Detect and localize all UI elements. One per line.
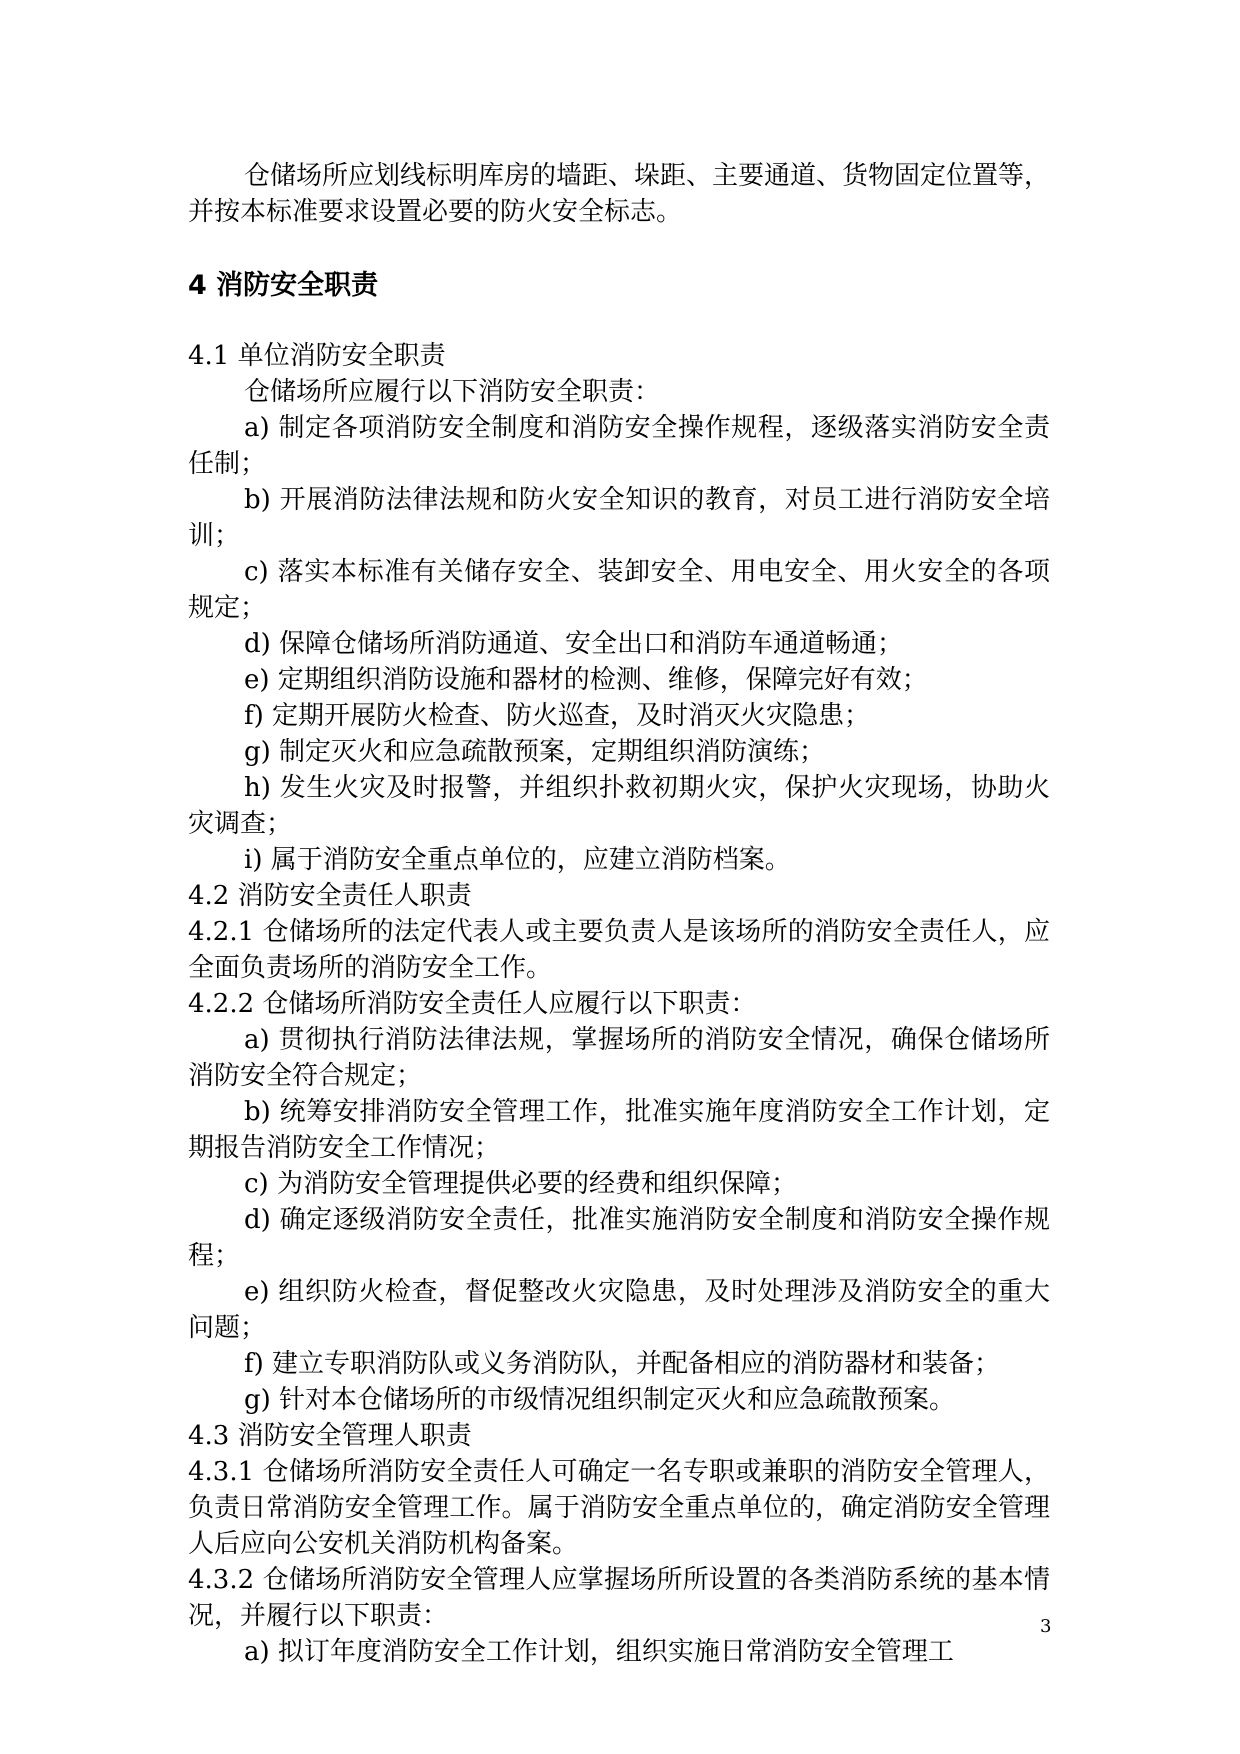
section-4-1-title: 4.1 单位消防安全职责 — [188, 341, 446, 371]
list-item: d) 保障仓储场所消防通道、安全出口和消防车通道畅通； — [244, 629, 904, 659]
clause-4-3-1: 4.3.1 仓储场所消防安全责任人可确定一名专职或兼职的消防安全管理人，负责日常消防安全管理工作。属于消防安全重点单位的，确定消防安全管理人后应向公安机关消防机构备案。 — [188, 1457, 1050, 1559]
list-item: e) 组织防火检查，督促整改火灾隐患，及时处理涉及消防安全的重大问题； — [188, 1277, 1050, 1343]
page-body — [188, 158, 1050, 1670]
list-item: i) 属于消防安全重点单位的，应建立消防档案。 — [244, 845, 791, 875]
spacer — [188, 230, 1050, 266]
list-item: a) 制定各项消防安全制度和消防安全操作规程，逐级落实消防安全责任制； — [188, 413, 1050, 479]
list-item: b) 开展消防法律法规和防火安全知识的教育，对员工进行消防安全培训； — [188, 485, 1050, 551]
page-number: 3 — [1040, 1616, 1052, 1637]
list-item: g) 制定灭火和应急疏散预案，定期组织消防演练； — [244, 737, 826, 767]
list-item: f) 定期开展防火检查、防火巡查，及时消灭火灾隐患； — [244, 701, 871, 731]
section-4-3-title: 4.3 消防安全管理人职责 — [188, 1421, 472, 1451]
clause-4-3-2: 4.3.2 仓储场所消防安全管理人应掌握场所所设置的各类消防系统的基本情况，并履行以下职责： — [188, 1565, 1050, 1631]
list-item: g) 针对本仓储场所的市级情况组织制定灭火和应急疏散预案。 — [244, 1385, 956, 1415]
spacer — [188, 306, 1050, 338]
list-item: a) 拟订年度消防安全工作计划，组织实施日常消防安全管理工 — [244, 1637, 954, 1667]
clause-4-2-2: 4.2.2 仓储场所消防安全责任人应履行以下职责： — [188, 989, 757, 1019]
intro-paragraph: 仓储场所应划线标明库房的墙距、垛距、主要通道、货物固定位置等，并按本标准要求设置必要的防火安全标志。 — [188, 161, 1051, 227]
list-item: c) 为消防安全管理提供必要的经费和组织保障； — [244, 1169, 797, 1199]
list-item: f) 建立专职消防队或义务消防队，并配备相应的消防器材和装备； — [244, 1349, 1001, 1379]
list-item: c) 落实本标准有关储存安全、装卸安全、用电安全、用火安全的各项规定； — [188, 557, 1050, 623]
list-item: d) 确定逐级消防安全责任，批准实施消防安全制度和消防安全操作规程； — [188, 1205, 1050, 1271]
list-item: h) 发生火灾及时报警，并组织扑救初期火灾，保护火灾现场，协助火灾调查； — [188, 773, 1050, 839]
list-item: e) 定期组织消防设施和器材的检测、维修，保障完好有效； — [244, 665, 928, 695]
section-4-heading: 4 消防安全职责 — [188, 270, 379, 301]
list-item: a) 贯彻执行消防法律法规，掌握场所的消防安全情况，确保仓储场所消防安全符合规定； — [188, 1025, 1050, 1091]
section-4-1-intro: 仓储场所应履行以下消防安全职责： — [244, 377, 661, 407]
list-item: b) 统筹安排消防安全管理工作，批准实施年度消防安全工作计划，定期报告消防安全工作情况； — [188, 1097, 1050, 1163]
section-4-2-title: 4.2 消防安全责任人职责 — [188, 881, 472, 911]
clause-4-2-1: 4.2.1 仓储场所的法定代表人或主要负责人是该场所的消防安全责任人，应全面负责场所的消防安全工作。 — [188, 917, 1050, 983]
